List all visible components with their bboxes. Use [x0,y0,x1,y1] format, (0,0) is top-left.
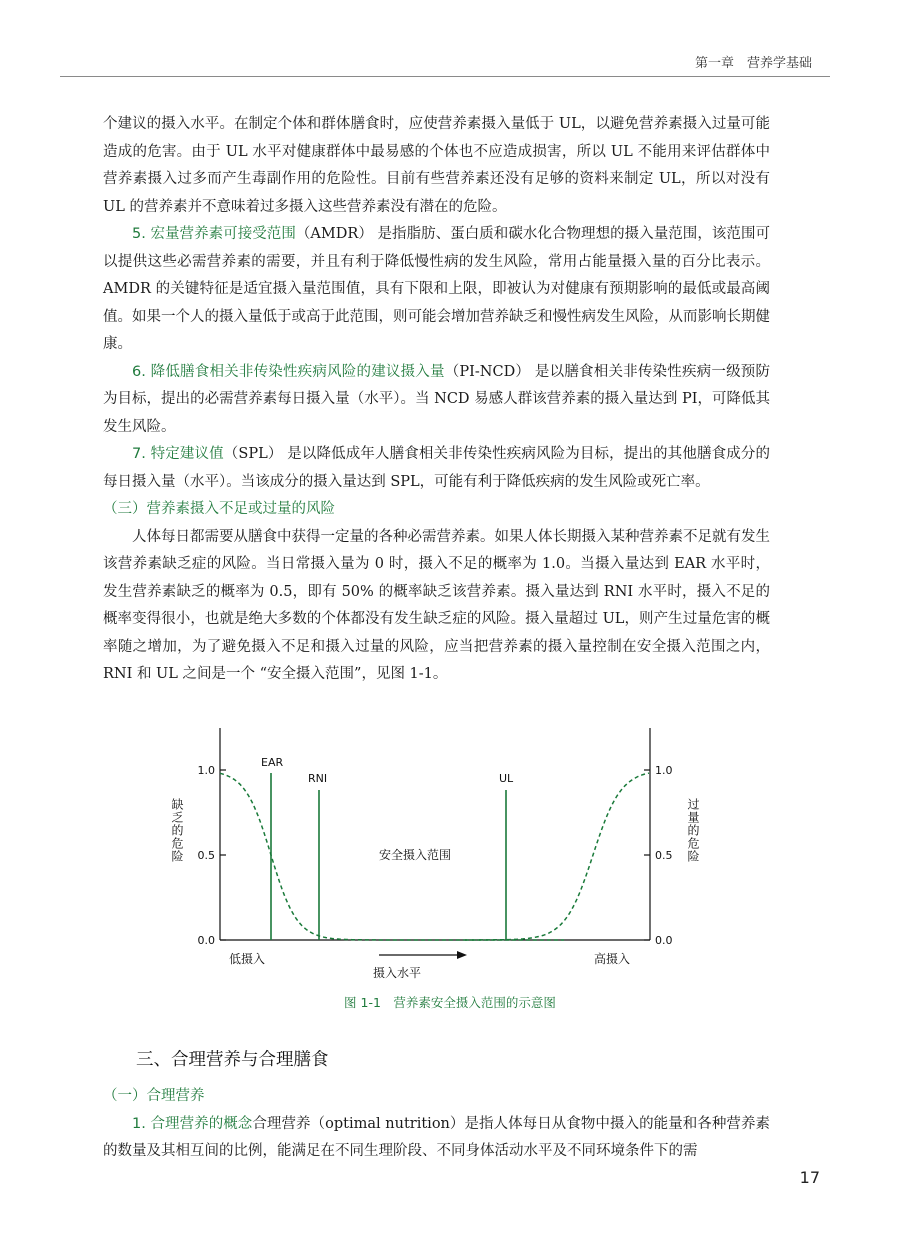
left-axis-label: 缺乏的危险 [170,798,184,863]
section-text [103,1083,770,1166]
right-tick-label: 0.5 [655,849,673,862]
excess-risk-curve [465,773,649,940]
item-body: （SPL） 是以降低成年人膳食相关非传染性疾病风险为目标，提出的其他膳食成分的每日摄入量（水平）。当该成分的摄入量达到 SPL，可能有利于降低疾病的发生风险或死亡率。 [103,446,770,490]
left-tick-label: 0.0 [197,934,215,947]
figure-safe-intake-range [165,718,705,998]
x-axis-label: 摄入水平 [372,966,422,980]
paragraph [103,221,770,359]
figure-caption: 图 1-1 营养素安全摄入范围的示意图 [344,995,556,1010]
paragraph [103,441,770,496]
left-tick-label: 0.5 [197,849,215,862]
section-title: 三、合理营养与合理膳食 [136,1050,329,1070]
item-body: 合理营养（optimal nutrition）是指人体每日从食物中摄入的能量和各种营养素的数量及其相互间的比例，能满足在不同生理阶段、不同身体活动水平及不同环境条件下的需 [103,1115,770,1159]
item-heading: 5. 宏量营养素可接受范围 [132,226,296,242]
item-heading: 6. 降低膳食相关非传染性疾病风险的建议摄入量 [132,363,445,380]
item-body: （PI-NCD） 是以膳食相关非传染性疾病一级预防为目标，提出的必需营养素每日摄入量（水平）。当 NCD 易感人群该营养素的摄入量达到 PI，可降低其发生风险。 [103,363,770,435]
high-intake-label: 高摄入 [594,952,631,966]
rni-label: RNI [308,772,328,785]
subsection-heading: （三）营养素摄入不足或过量的风险 [103,501,335,517]
ul-label: UL [499,772,514,785]
paragraph [103,359,770,442]
right-tick-label: 1.0 [655,764,673,777]
left-tick-label: 1.0 [197,764,215,777]
x-axis-arrow [379,951,467,959]
paragraph: 人体每日都需要从膳食中获得一定量的各种必需营养素。如果人体长期摄入某种营养素不足就有发生该营养素缺乏症的风险。当日常摄入量为 0 时，摄入不足的概率为 1.0。当摄入量达到 EAR 水平时，发生营养素缺乏的概率为 0.5，即有 50% 的概率缺乏该营养素。摄入量达到 RNI 水平时，摄入不足的概率变得很小，也就是绝大多数的个体都没有发生缺乏症的风险。摄入量超过 UL，则产生过量危害的概率随之增加，为了避免摄入不足和摄入过量的风险，应当把营养素的摄入量控制在安全摄入范围之内，RNI 和 UL 之间是一个 “安全摄入范围”，见图 1-1。 [103,528,770,682]
page-number: 17 [799,1168,820,1187]
item-body: （AMDR） 是指脂肪、蛋白质和碳水化合物理想的摄入量范围，该范围可以提供这些必需营养素的需要，并且有利于降低慢性病的发生风险，常用占能量摄入量的百分比表示。AMDR 的关键特征是适宜摄入量范围值，具有下限和上限，即被认为对健康有预期影响的最低或最高阈值。如果一个人的摄入量低于或高于此范围，则可能会增加营养缺乏和慢性病发生风险，从而影响长期健康。 [103,226,770,352]
running-header [60,50,830,77]
paragraph [103,1111,770,1166]
risk-chart [165,718,705,998]
right-tick-label: 0.0 [655,934,673,947]
ear-label: EAR [261,756,284,769]
paragraph: 个建议的摄入水平。在制定个体和群体膳食时，应使营养素摄入量低于 UL，以避免营养素摄入过量可能造成的危害。由于 UL 水平对健康群体中最易感的个体也不应造成损害，所以 UL 不能用来评估群体中营养素摄入过多而产生毒副作用的危险性。目前有些营养素还没有足够的资料来制定 UL，所以对没有 UL 的营养素并不意味着过多摄入这些营养素没有潜在的危险。 [103,116,770,215]
right-axis-label: 过量的危险 [686,798,700,863]
main-text [103,111,770,689]
low-intake-label: 低摄入 [229,952,266,966]
subsection-heading: （一）合理营养 [103,1088,205,1104]
safe-range-label: 安全摄入范围 [378,848,452,862]
item-heading: 7. 特定建议值 [132,446,224,462]
chapter-title: 第一章 营养学基础 [694,56,812,71]
item-heading: 1. 合理营养的概念 [132,1115,253,1132]
